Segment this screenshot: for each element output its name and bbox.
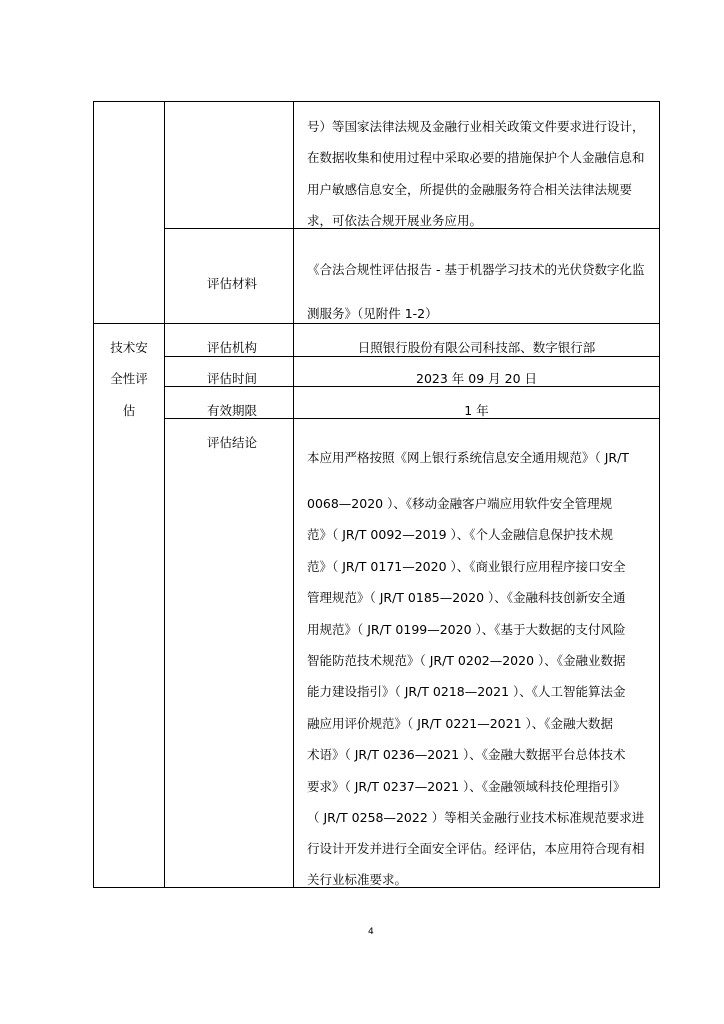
conclusion-line: 要求》（ JR/T 0237—2021 ）、《金融领域科技伦理指引》 bbox=[307, 779, 626, 794]
top-paragraph-line: 号）等国家法律法规及金融行业相关政策文件要求进行设计， bbox=[307, 119, 645, 134]
conclusion-line: 智能防范技术规范》（ JR/T 0202—2020 ）、《金融业数据 bbox=[307, 653, 626, 668]
top-paragraph-line: 求，可依法合规开展业务应用。 bbox=[307, 213, 483, 228]
conclusion-line: （ JR/T 0258—2022 ）等相关金融行业技术标准规范要求进 bbox=[307, 810, 645, 825]
section-label-line: 估 bbox=[122, 403, 136, 418]
conclusion-line: 关行业标准要求。 bbox=[307, 872, 408, 887]
conclusion-line: 术语》（ JR/T 0236—2021 ）、《金融大数据平台总体技术 bbox=[307, 747, 626, 762]
column-divider-2 bbox=[293, 101, 294, 888]
org-label: 评估机构 bbox=[207, 340, 258, 355]
material-line-1: 《合法合规性评估报告 - 基于机器学习技术的光伏贷数字化监 bbox=[307, 262, 645, 277]
org-value: 日照银行股份有限公司科技部、数字银行部 bbox=[357, 340, 596, 355]
table-left-border bbox=[93, 101, 94, 888]
material-label: 评估材料 bbox=[207, 276, 258, 291]
row-divider-org bbox=[164, 356, 660, 357]
page-number: 4 bbox=[368, 927, 374, 937]
conclusion-line: 融应用评价规范》（ JR/T 0221—2021 ）、《金融大数据 bbox=[307, 716, 614, 731]
column-divider-1 bbox=[164, 101, 165, 888]
row-divider-section bbox=[93, 323, 660, 324]
top-paragraph-line: 在数据收集和使用过程中采取必要的措施保护个人金融信息和 bbox=[307, 150, 645, 165]
section-label-line: 全性评 bbox=[110, 371, 148, 386]
table-top-border bbox=[93, 101, 660, 102]
conclusion-line: 范》（ JR/T 0092—2019 ）、《个人金融信息保护技术规 bbox=[307, 527, 614, 542]
conclusion-line: 能力建设指引》（ JR/T 0218—2021 ）、《人工智能算法金 bbox=[307, 684, 626, 699]
validity-label: 有效期限 bbox=[207, 403, 258, 418]
material-line-2: 测服务》（见附件 1-2） bbox=[307, 306, 438, 321]
section-label-line: 技术安 bbox=[110, 340, 148, 355]
top-paragraph-line: 用户敏感信息安全，所提供的金融服务符合相关法律法规要 bbox=[307, 182, 633, 197]
conclusion-line: 0068—2020 ）、《移动金融客户端应用软件安全管理规 bbox=[307, 496, 613, 511]
conclusion-line: 本应用严格按照《网上银行系统信息安全通用规范》（ JR/T bbox=[307, 450, 629, 465]
time-label: 评估时间 bbox=[207, 371, 258, 386]
conclusion-line: 管理规范》（ JR/T 0185—2020 ）、《金融科技创新安全通 bbox=[307, 590, 626, 605]
conclusion-label: 评估结论 bbox=[207, 435, 258, 450]
time-value: 2023 年 09 月 20 日 bbox=[416, 371, 537, 386]
conclusion-line: 用规范》（ JR/T 0199—2020 ）、《基于大数据的支付风险 bbox=[307, 622, 626, 637]
conclusion-line: 行设计开发并进行全面安全评估。经评估，本应用符合现有相 bbox=[307, 841, 645, 856]
table-right-border bbox=[659, 101, 660, 888]
validity-value: 1 年 bbox=[464, 403, 489, 418]
conclusion-line: 范》（ JR/T 0171—2020 ）、《商业银行应用程序接口安全 bbox=[307, 559, 626, 574]
